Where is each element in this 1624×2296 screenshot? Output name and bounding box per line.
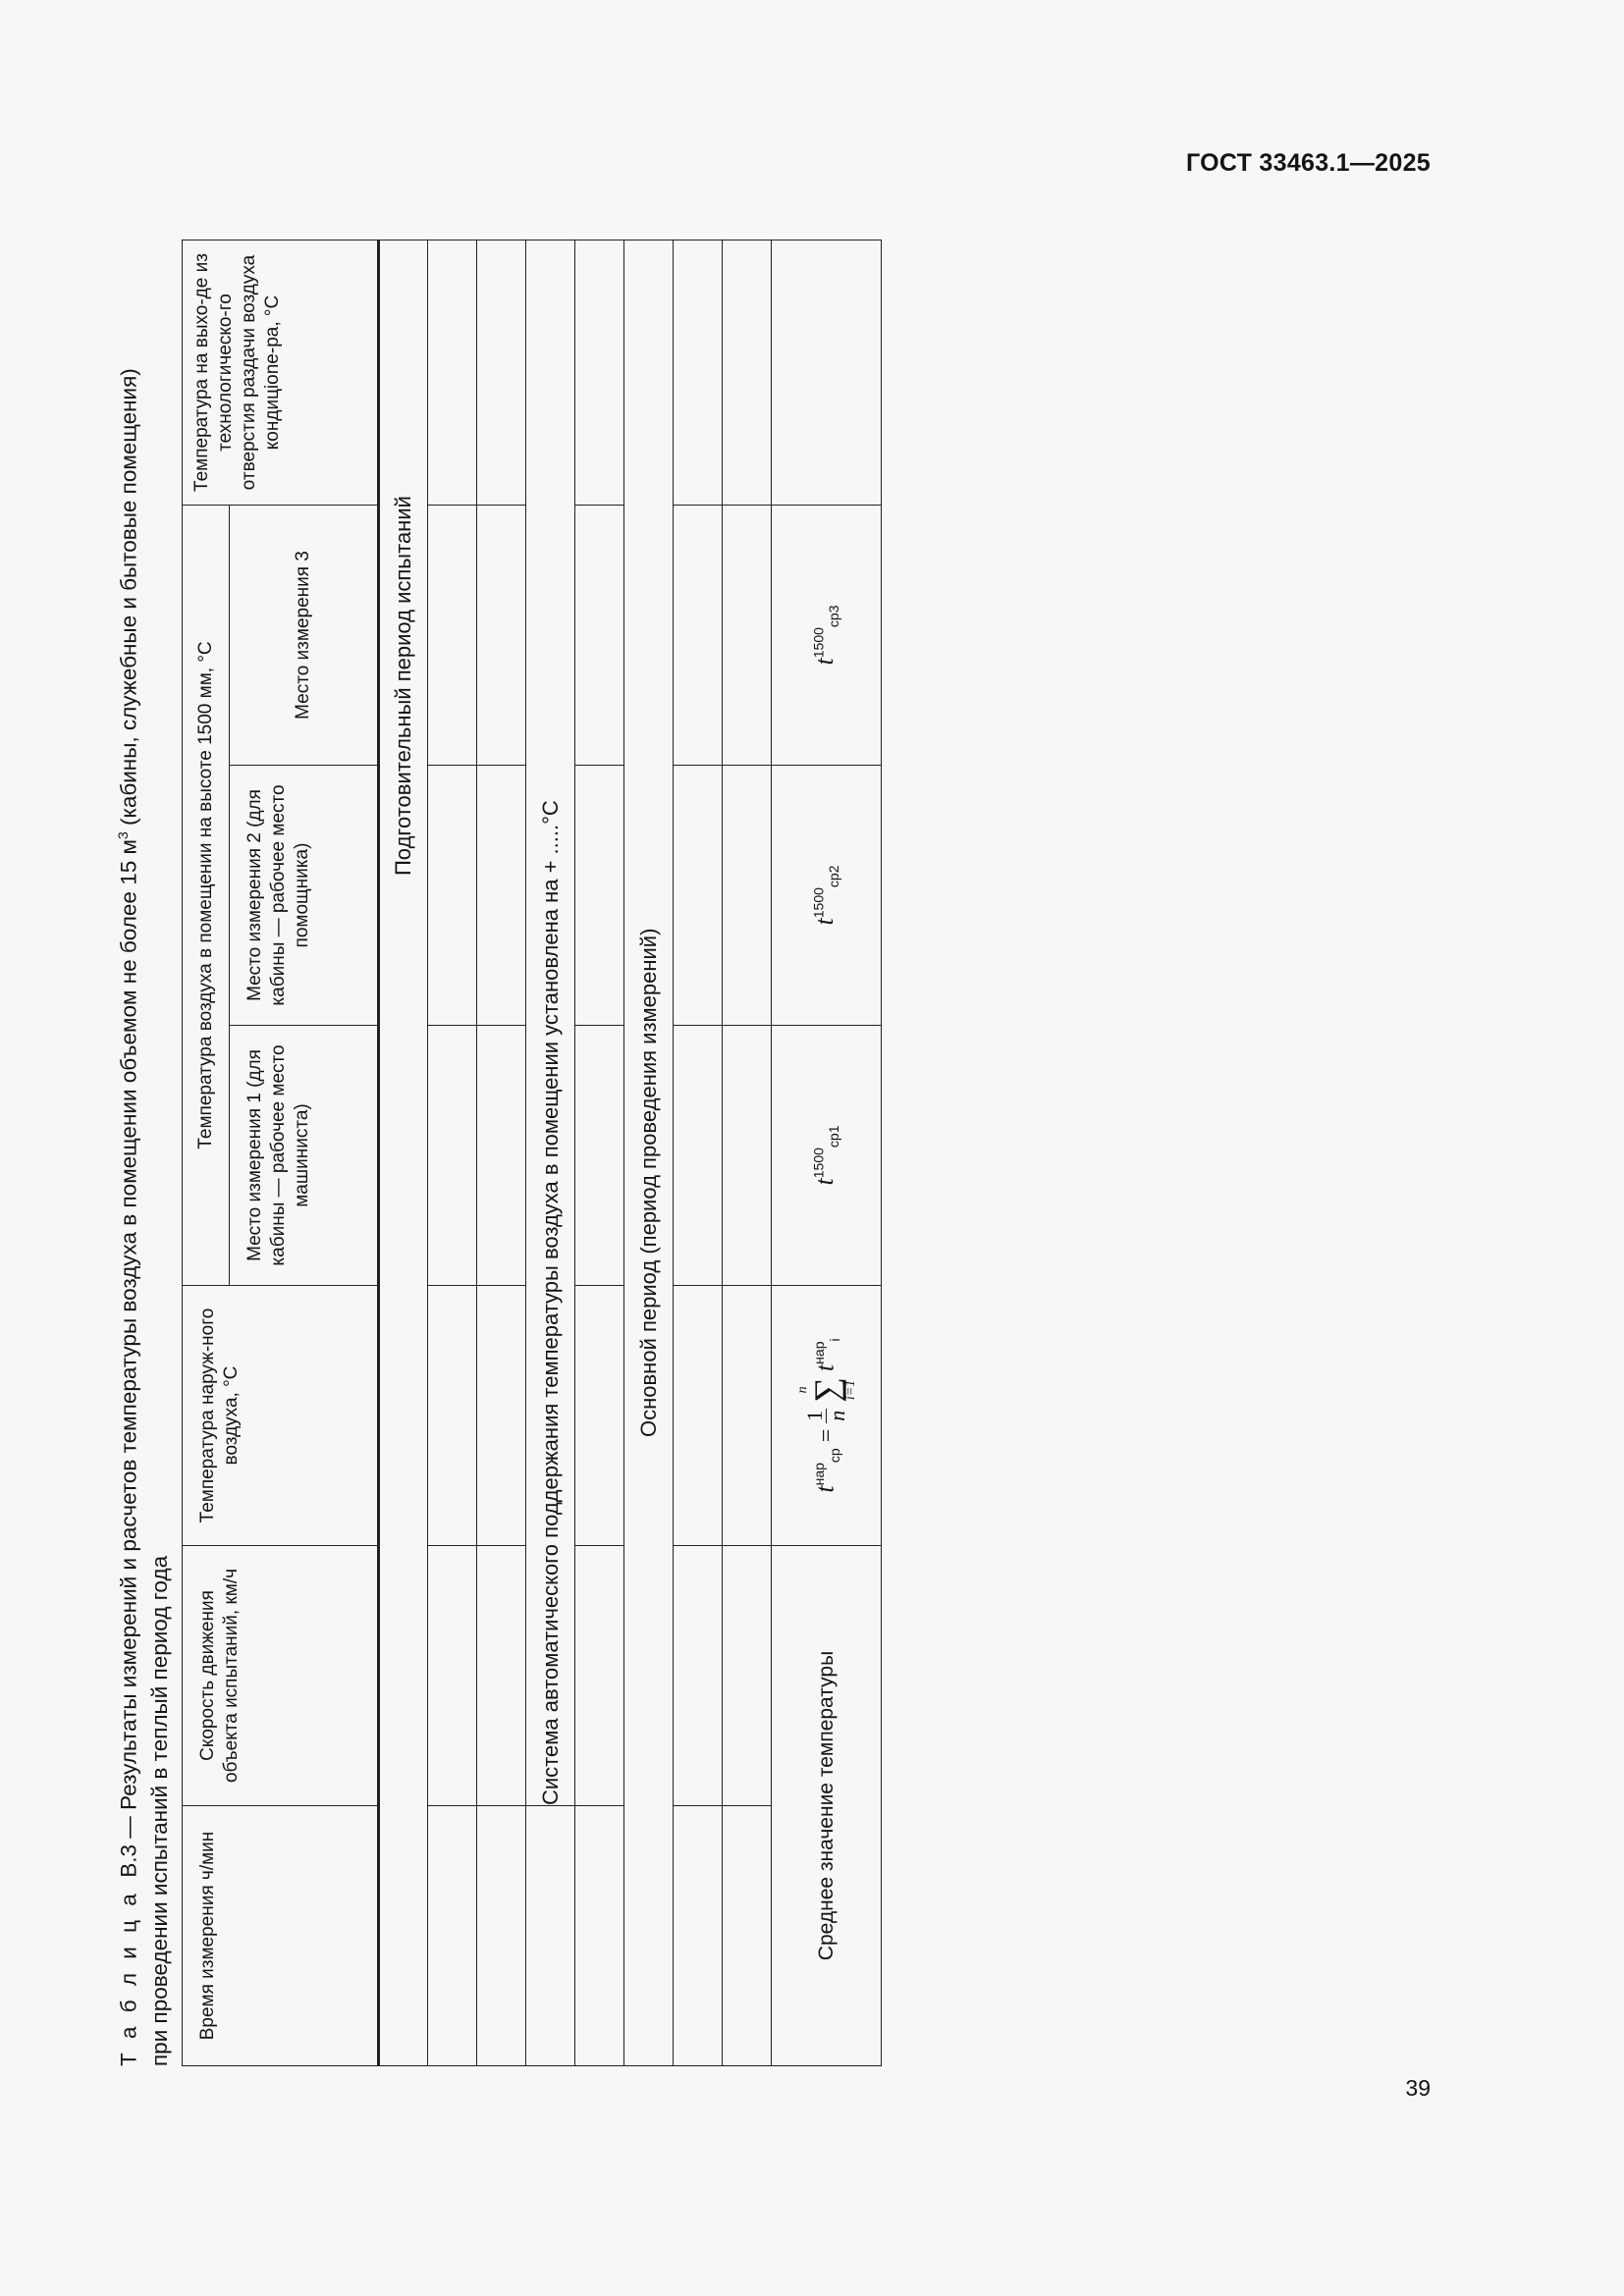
page-number: 39 <box>1405 2075 1431 2101</box>
section-prep-period: Подготовительный период испытаний <box>379 240 428 2066</box>
header-time: Время измерения ч/мин <box>183 1806 379 2066</box>
table-caption <box>108 231 175 2066</box>
average-label: Среднее значение температуры <box>772 1546 882 2066</box>
header-point-1: Место измерения 1 (для кабины — рабочее место машиниста) <box>230 1026 379 1286</box>
average-outdoor-formula <box>772 1286 882 1546</box>
header-outdoor-temp: Температура наруж-ного воздуха, °C <box>183 1286 379 1546</box>
average-outlet <box>772 240 882 506</box>
section-auto-control: Система автоматического поддержания температуры воздуха в помещении установлена на + .....°C <box>526 240 575 1806</box>
caption-text: — Результаты измерений и расчетов температуры воздуха в помещении объемом не более 15 м <box>116 839 141 1844</box>
header-point-2: Место измерения 2 (для кабины — рабочее место помощника) <box>230 766 379 1026</box>
table-row <box>723 240 772 2066</box>
table-row <box>477 240 526 2066</box>
sum-symbol: n ∑ i=1 <box>794 1377 858 1403</box>
average-point-2: $t^{1500}_{ср2}$ <box>772 766 882 1026</box>
header-outlet-temp: Температура на выхо-де из технологическо-го отверстия раздачи воздуха кондицione-ра, °C <box>183 240 379 506</box>
auto-row-time-cell <box>526 1806 575 2066</box>
section-main-period: Основной период (период проведения измерений) <box>624 240 674 2066</box>
header-point-3: Место измерения 3 <box>230 506 379 766</box>
table-row <box>575 240 624 2066</box>
document-code: ГОСТ 33463.1—2025 <box>1185 149 1431 177</box>
caption-line-1 <box>108 231 144 2066</box>
header-room-temp-group: Температура воздуха в помещении на высоте 1500 мм, °C <box>183 506 230 1286</box>
table-row <box>674 240 723 2066</box>
table-row <box>428 240 477 2066</box>
caption-superscript: 3 <box>115 831 131 840</box>
results-table <box>182 240 882 2066</box>
caption-text-end: (кабины, служебные и бытовые помещения) <box>116 368 141 832</box>
average-point-1: $t^{1500}_{ср1}$ <box>772 1026 882 1286</box>
rotated-table-block <box>108 231 893 2066</box>
caption-number: В.3 <box>116 1843 141 1878</box>
average-point-3: $t^{1500}_{ср3}$ <box>772 506 882 766</box>
caption-prefix: Т а б л и ц а <box>116 1890 141 2066</box>
caption-line-2: при проведении испытаний в теплый период года <box>146 1555 172 2066</box>
header-speed: Скорость движения объекта испытаний, км/ч <box>183 1546 379 1806</box>
mean-formula: $t^{нар}_{ср}$ = 1 n n ∑ i=1 $t^{нар}_i$ <box>794 1338 858 1493</box>
